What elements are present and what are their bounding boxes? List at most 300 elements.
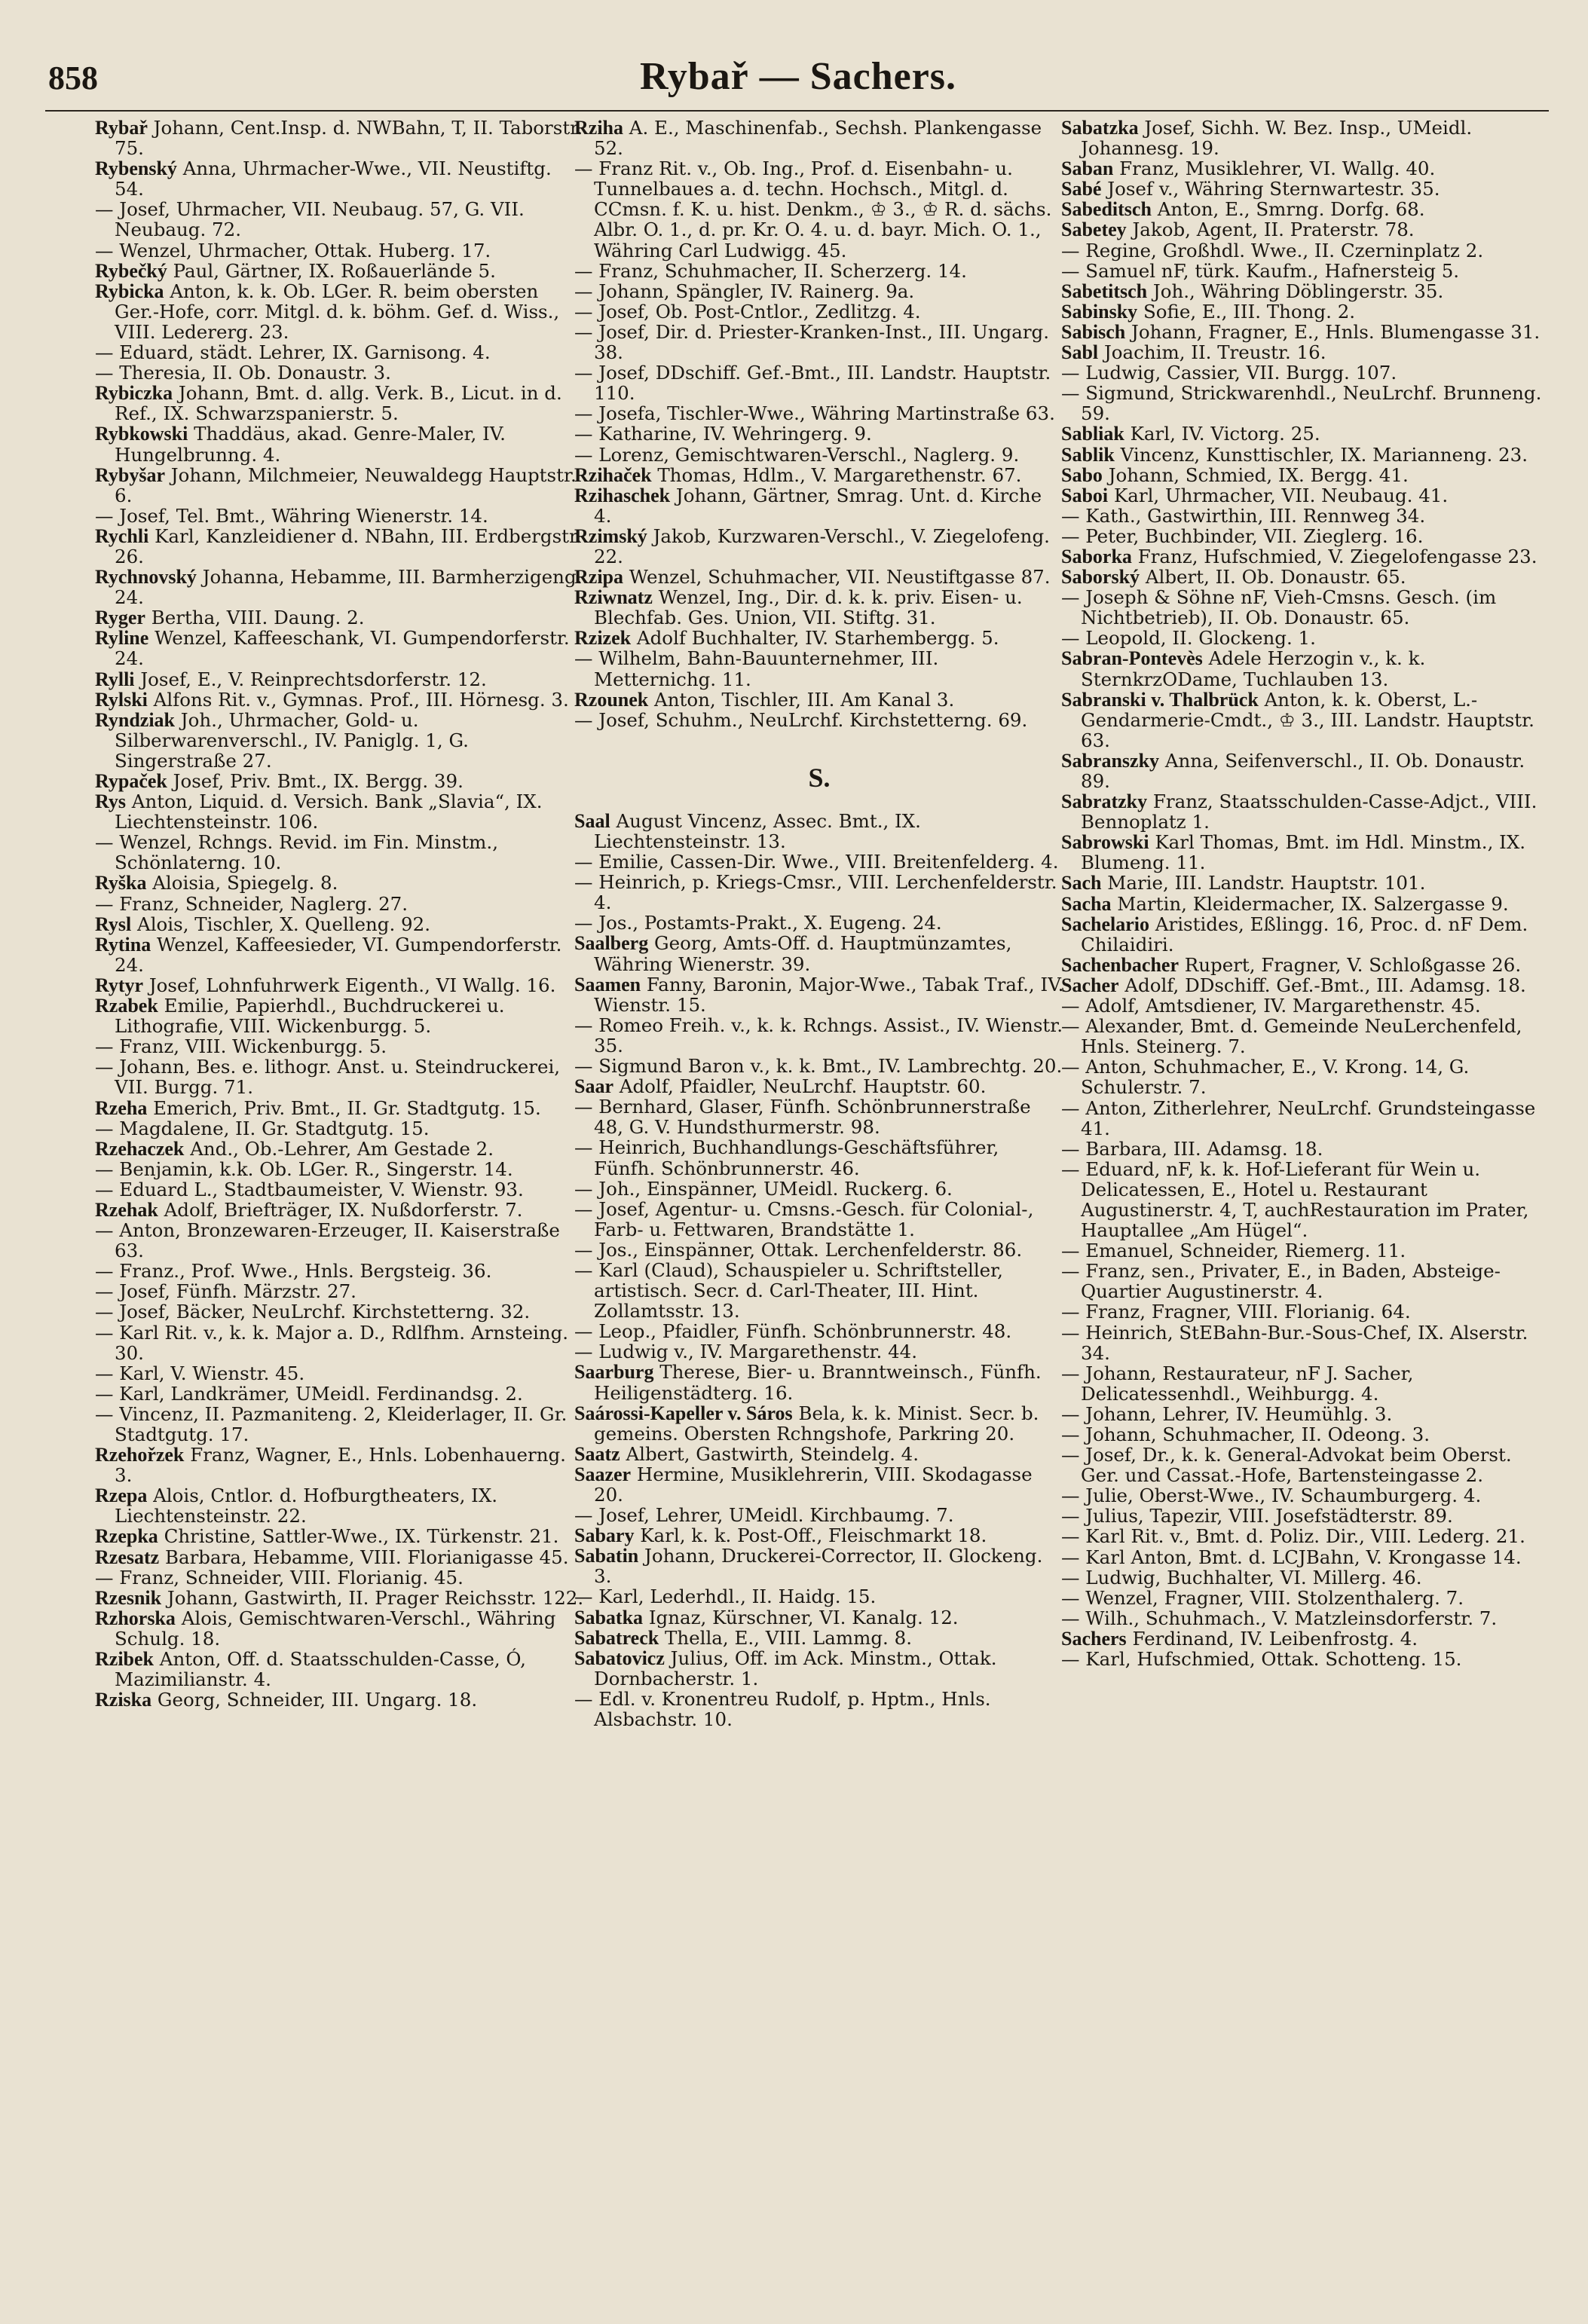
directory-entry: [95, 914, 585, 934]
directory-entry: [95, 261, 585, 281]
directory-entry: [574, 1464, 1064, 1505]
directory-entry: [1061, 1485, 1551, 1506]
entry-surname: Rylli: [95, 668, 135, 690]
directory-entry: [574, 1056, 1064, 1076]
entry-details: — Josefa, Tischler-Wwe., Währing Martinstraße 63.: [574, 402, 1055, 425]
directory-entry: [1061, 240, 1551, 261]
entry-details: Adolf, DDschiff. Gef.-Bmt., III. Adamsg. 18.: [1118, 974, 1526, 996]
directory-entry: [574, 690, 1064, 710]
entry-details: — Benjamin, k.k. Ob. LGer. R., Singerstr. 14.: [95, 1157, 513, 1180]
entry-details: Jakob, Kurzwaren-Verschl., V. Ziegelofeng. 22.: [594, 524, 1050, 567]
directory-entry: [95, 669, 585, 690]
directory-entry: [95, 628, 585, 668]
entry-details: Johann, Gastwirth, II. Prager Reichsstr. 122.: [161, 1586, 584, 1609]
entry-details: — Wilhelm, Bahn-Bauunternehmer, III. Metternichg. 11.: [574, 647, 939, 690]
entry-surname: Rzizek: [574, 627, 632, 650]
entry-surname: Sabatreck: [574, 1626, 659, 1649]
page-number: 858: [48, 60, 98, 96]
directory-entry: [574, 710, 1064, 730]
entry-surname: Sabé: [1061, 178, 1102, 200]
entry-surname: Sachenbacher: [1061, 953, 1179, 976]
entry-details: — Franz Rit. v., Ob. Ing., Prof. d. Eisenbahn- u. Tunnelbaues a. d. techn. Hochsch., Mitgl. d. CCmsn. f. K. u. hist. Denkm., ♔ 3., ♔ R. d. sächs. Albr. O. 1., d. pr. Kr. O. 4. u. d. bayr. Mich. O. 1., Währing Carl Ludwigg. 45.: [574, 157, 1052, 261]
directory-entry: [574, 1525, 1064, 1546]
entry-surname: Rylski: [95, 688, 148, 711]
entry-details: — Joh., Einspänner, UMeidl. Ruckerg. 6.: [574, 1177, 953, 1200]
directory-entry: [1061, 587, 1551, 628]
entry-details: Johann, Gärtner, Smrag. Unt. d. Kirche 4.: [594, 484, 1042, 527]
entry-details: Christine, Sattler-Wwe., IX. Türkenstr. 21.: [158, 1525, 559, 1548]
directory-entry: [574, 322, 1064, 362]
page-header: [48, 54, 1548, 115]
entry-details: — Karl Rit. v., k. k. Major a. D., Rdlfhm. Arnsteing. 30.: [95, 1321, 569, 1364]
directory-entry: [1061, 362, 1551, 383]
directory-entry: [574, 485, 1064, 526]
directory-entry: [95, 1261, 585, 1281]
directory-entry: [574, 1260, 1064, 1321]
directory-entry: [95, 934, 585, 975]
entry-details: Wenzel, Kaffeesieder, VI. Gumpendorferstr. 24.: [115, 933, 562, 976]
directory-entry: [1061, 158, 1551, 179]
entry-details: — Adolf, Amtsdiener, IV. Margarethenstr. 45.: [1061, 995, 1481, 1017]
directory-entry: [95, 1179, 585, 1200]
entry-details: Emerich, Priv. Bmt., II. Gr. Stadtgutg. 15.: [147, 1096, 541, 1119]
entry-details: Alois, Tischler, X. Quelleng. 92.: [131, 913, 431, 935]
entry-details: Georg, Schneider, III. Ungarg. 18.: [151, 1689, 478, 1711]
entry-surname: Rzeha: [95, 1096, 148, 1119]
entry-details: Josef, Priv. Bmt., IX. Bergg. 39.: [167, 770, 464, 792]
entry-surname: Sabisch: [1061, 320, 1126, 343]
directory-entry: [95, 118, 585, 158]
directory-entry: [95, 710, 585, 771]
entry-details: — Franz, sen., Privater, E., in Baden, Absteige-Quartier Augustinerstr. 4.: [1061, 1260, 1501, 1303]
entry-surname: Rzehak: [95, 1198, 158, 1221]
directory-entry: [95, 158, 585, 199]
entry-details: — Sigmund Baron v., k. k. Bmt., IV. Lambrechtg. 20.: [574, 1055, 1063, 1078]
directory-entry: [95, 690, 585, 710]
entry-surname: Sablik: [1061, 443, 1115, 466]
entry-details: — Karl, V. Wienstr. 45.: [95, 1362, 305, 1384]
directory-entry: [95, 1689, 585, 1710]
entry-details: Johann, Milchmeier, Neuwaldegg Hauptstr. 6.: [115, 463, 577, 506]
directory-entry: [1061, 301, 1551, 322]
entry-details: — Ludwig v., IV. Margarethenstr. 44.: [574, 1341, 918, 1363]
entry-details: — Franz., Prof. Wwe., Hnls. Bergsteig. 36.: [95, 1260, 492, 1283]
entry-details: — Heinrich, StEBahn-Bur.-Sous-Chef, IX. Alserstr. 34.: [1061, 1321, 1528, 1364]
entry-details: — Franz, Schuhmacher, II. Scherzerg. 14.: [574, 259, 967, 282]
entry-details: — Wenzel, Rchngs. Revid. im Fin. Minstm., Schönlaterng. 10.: [95, 831, 498, 874]
entry-details: Thomas, Hdlm., V. Margarethenstr. 67.: [651, 463, 1022, 486]
directory-entry: [574, 1096, 1064, 1137]
directory-entry: [1061, 1301, 1551, 1322]
directory-entry: [1061, 1057, 1551, 1097]
entry-details: Paul, Gärtner, IX. Roßauerlände 5.: [167, 259, 496, 282]
entry-details: Bertha, VIII. Daung. 2.: [145, 607, 365, 629]
directory-entry: [574, 628, 1064, 648]
directory-entry: [95, 1139, 585, 1159]
entry-details: Anton, k. k. Ob. LGer. R. beim obersten Ger.-Hofe, corr. Mitgl. d. k. böhm. Gef. d. Wiss., VIII. Ledererg. 23.: [115, 280, 560, 343]
entry-details: Johann, Bmt. d. allg. Verk. B., Licut. in d. Ref., IX. Schwarzspanierstr. 5.: [115, 382, 562, 425]
entry-surname: Sabeditsch: [1061, 198, 1152, 221]
directory-entry: [574, 1505, 1064, 1525]
entry-details: — Karl Anton, Bmt. d. LCJBahn, V. Krongasse 14.: [1061, 1546, 1522, 1568]
directory-entry: [95, 1588, 585, 1608]
entry-details: Karl Thomas, Bmt. im Hdl. Minstm., IX. Blumeng. 11.: [1081, 831, 1526, 874]
directory-entry: [574, 1015, 1064, 1056]
directory-entry: [574, 933, 1064, 974]
entry-details: Wenzel, Ing., Dir. d. k. k. priv. Eisen- u. Blechfab. Ges. Union, VII. Stiftg. 31.: [594, 586, 1023, 629]
entry-surname: Rzihaček: [574, 463, 652, 486]
entry-details: — Emilie, Cassen-Dir. Wwe., VIII. Breitenfelderg. 4.: [574, 851, 1059, 873]
directory-entry: [95, 791, 585, 832]
entry-surname: Saamen: [574, 973, 641, 995]
entry-details: — Josef, Agentur- u. Cmsns.-Gesch. für Colonial-, Farb- u. Fettwaren, Brandstätte 1.: [574, 1197, 1034, 1240]
directory-entry: [1061, 955, 1551, 975]
entry-details: Karl, k. k. Post-Off., Fleischmarkt 18.: [634, 1524, 987, 1547]
entry-surname: Sabran-Pontevès: [1061, 647, 1203, 670]
directory-entry: [574, 281, 1064, 301]
entry-details: Ferdinand, IV. Leibenfrostg. 4.: [1126, 1627, 1418, 1650]
directory-entry: [95, 1567, 585, 1588]
entry-details: — Josef, Dr., k. k. General-Advokat beim Oberst. Ger. und Cassat.-Hofe, Bartensteingasse 2.: [1061, 1444, 1512, 1487]
entry-details: Emilie, Papierhdl., Buchdruckerei u. Lithografie, VIII. Wickenburgg. 5.: [115, 995, 505, 1038]
directory-entry: [1061, 1526, 1551, 1546]
directory-entry: [1061, 1404, 1551, 1424]
entry-details: Ignaz, Kürschner, VI. Kanalg. 12.: [643, 1606, 959, 1628]
entry-surname: Ryger: [95, 607, 145, 629]
directory-entry: [95, 832, 585, 873]
column-3: [1061, 118, 1551, 1669]
entry-details: — Eduard, nF, k. k. Hof-Lieferant für Wein u. Delicatessen, E., Hotel u. Restaurant Augustinerstr. 4, T, auchRestauration im Prater, Hauptallee „Am Hügel“.: [1061, 1157, 1529, 1242]
directory-entry: [574, 1689, 1064, 1729]
directory-entry: [95, 1384, 585, 1404]
entry-surname: Saal: [574, 809, 610, 832]
entry-details: — Jos., Einspänner, Ottak. Lerchenfelderstr. 86.: [574, 1238, 1023, 1261]
entry-details: — Anton, Zitherlehrer, NeuLrchf. Grundsteingasse 41.: [1061, 1096, 1536, 1139]
directory-entry: [95, 1118, 585, 1139]
directory-entry: [1061, 281, 1551, 301]
entry-surname: Sabatovicz: [574, 1647, 665, 1669]
entry-details: Aristides, Eßlingg. 16, Proc. d. nF Dem. Chilaidiri.: [1081, 913, 1528, 956]
entry-surname: Rzimský: [574, 524, 647, 547]
directory-entry: [1061, 219, 1551, 240]
directory-entry: [1061, 995, 1551, 1016]
directory-entry: [95, 995, 585, 1036]
directory-entry: [95, 342, 585, 362]
entry-details: Adolf Buchhalter, IV. Starhembergg. 5.: [631, 627, 999, 650]
entry-details: Joachim, II. Treustr. 16.: [1098, 341, 1326, 364]
directory-entry: [574, 1648, 1064, 1689]
entry-details: — Josef, Lehrer, UMeidl. Kirchbaumg. 7.: [574, 1504, 954, 1527]
entry-details: Hermine, Musiklehrerin, VIII. Skodagasse 20.: [594, 1463, 1033, 1506]
directory-entry: [95, 1281, 585, 1301]
directory-entry: [1061, 342, 1551, 362]
directory-entry: [1061, 791, 1551, 832]
entry-surname: Sabratzky: [1061, 790, 1148, 813]
entry-surname: Saárossi-Kapeller v. Sáros: [574, 1402, 793, 1424]
entry-surname: Rzabek: [95, 995, 158, 1017]
directory-entry: [95, 1485, 585, 1526]
directory-entry: [574, 362, 1064, 403]
entry-details: Franz, Musiklehrer, VI. Wallg. 40.: [1113, 157, 1436, 180]
entry-details: — Julie, Oberst-Wwe., IV. Schaumburgerg. 4.: [1061, 1485, 1482, 1507]
directory-entry: [95, 1220, 585, 1261]
entry-details: — Emanuel, Schneider, Riemerg. 11.: [1061, 1240, 1406, 1262]
entry-surname: Rybiczka: [95, 382, 173, 405]
directory-entry: [95, 240, 585, 261]
entry-surname: Rys: [95, 790, 126, 813]
entry-surname: Sabetey: [1061, 219, 1127, 241]
entry-details: — Eduard L., Stadtbaumeister, V. Wienstr. 93.: [95, 1178, 524, 1200]
directory-entry: [574, 465, 1064, 485]
directory-entry: [1061, 383, 1551, 424]
entry-surname: Sabary: [574, 1524, 635, 1547]
directory-entry: [95, 1323, 585, 1363]
entry-details: — Heinrich, Buchhandlungs-Geschäftsführer, Fünfh. Schönbrunnerstr. 46.: [574, 1136, 999, 1179]
entry-surname: Rzounek: [574, 688, 649, 711]
directory-entry: [574, 1179, 1064, 1199]
entry-details: Martin, Kleidermacher, IX. Salzergasse 9.: [1111, 892, 1509, 915]
directory-entry: [95, 567, 585, 607]
directory-entry: [1061, 751, 1551, 791]
entry-details: Franz, Staatsschulden-Casse-Adjct., VIII. Bennoplatz 1.: [1081, 790, 1538, 833]
entry-details: Johann, Fragner, E., Hnls. Blumengasse 31.: [1125, 320, 1541, 343]
entry-surname: Saatz: [574, 1442, 620, 1465]
running-head: Rybař — Sachers.: [639, 55, 957, 98]
entry-details: — Johann, Restaurateur, nF J. Sacher, Delicatessenhdl., Weihburgg. 4.: [1061, 1362, 1414, 1405]
directory-entry: [574, 1240, 1064, 1260]
entry-details: — Anton, Schuhmacher, E., V. Krong. 14, G. Schulerstr. 7.: [1061, 1056, 1470, 1099]
entry-details: Thaddäus, akad. Genre-Maler, IV. Hungelbrunng. 4.: [115, 423, 506, 466]
entry-surname: Rybenský: [95, 157, 177, 180]
entry-details: Anton, E., Smrng. Dorfg. 68.: [1151, 198, 1425, 221]
directory-entry: [1061, 526, 1551, 546]
entry-details: Joh., Währing Döblingerstr. 35.: [1147, 280, 1444, 302]
entry-surname: Sabatka: [574, 1606, 644, 1628]
directory-entry: [574, 1076, 1064, 1096]
directory-entry: [1061, 465, 1551, 485]
entry-details: Anton, Off. d. Staatsschulden-Casse, Ó, Mazimilianstr. 4.: [115, 1648, 526, 1691]
directory-entry: [1061, 873, 1551, 893]
entry-surname: Sabinsky: [1061, 300, 1138, 323]
entry-details: Franz, Hufschmied, V. Ziegelofengasse 23.: [1131, 545, 1538, 567]
entry-surname: Saazer: [574, 1463, 632, 1485]
directory-entry: [1061, 506, 1551, 526]
directory-entry: [95, 1547, 585, 1567]
entry-details: Bela, k. k. Minist. Secr. b. gemeins. Obersten Rchngshofe, Parkring 20.: [594, 1402, 1039, 1445]
directory-entry: [574, 1362, 1064, 1402]
entry-details: — Sigmund, Strickwarenhdl., NeuLrchf. Brunneng. 59.: [1061, 382, 1542, 425]
directory-entry: [574, 1321, 1064, 1341]
entry-details: Wenzel, Schuhmacher, VII. Neustiftgasse 87.: [623, 566, 1051, 589]
entry-surname: Rzibek: [95, 1648, 154, 1671]
entry-details: — Josef, DDschiff. Gef.-Bmt., III. Landstr. Hauptstr. 110.: [574, 362, 1051, 405]
directory-entry: [1061, 261, 1551, 281]
directory-entry: [95, 873, 585, 893]
entry-details: — Josef, Tel. Bmt., Währing Wienerstr. 14.: [95, 504, 488, 527]
entry-details: Fanny, Baronin, Major-Wwe., Tabak Traf., IV. Wienstr. 15.: [594, 973, 1064, 1016]
directory-entry: [1061, 894, 1551, 914]
entry-details: Anton, Tischler, III. Am Kanal 3.: [648, 688, 955, 711]
entry-details: Thella, E., VIII. Lammg. 8.: [659, 1626, 912, 1649]
directory-entry: [1061, 1588, 1551, 1608]
entry-surname: Saban: [1061, 157, 1114, 180]
directory-entry: [574, 1137, 1064, 1178]
entry-surname: Rzepa: [95, 1485, 148, 1507]
directory-entry: [95, 424, 585, 464]
directory-entry: [95, 362, 585, 383]
entry-details: Karl, Kanzleidiener d. NBahn, III. Erdbergstr. 26.: [115, 524, 582, 567]
directory-entry: [95, 771, 585, 791]
directory-entry: [1061, 1506, 1551, 1526]
directory-entry: [1061, 567, 1551, 587]
entry-surname: Sabatzka: [1061, 117, 1139, 139]
directory-entry: [1061, 690, 1551, 751]
directory-entry: [95, 465, 585, 506]
entry-details: Karl, Uhrmacher, VII. Neubaug. 41.: [1108, 484, 1449, 506]
entry-details: Karl, IV. Victorg. 25.: [1124, 423, 1320, 445]
entry-details: — Karl, Landkrämer, UMeidl. Ferdinandsg. 2.: [95, 1382, 523, 1405]
directory-entry: [1061, 1567, 1551, 1588]
entry-surname: Rzepka: [95, 1525, 158, 1548]
directory-entry: [1061, 1240, 1551, 1261]
directory-entry: [574, 852, 1064, 872]
directory-entry: [574, 158, 1064, 260]
directory-entry: [574, 1607, 1064, 1628]
entry-details: Johann, Druckerei-Corrector, II. Glockeng. 3.: [594, 1545, 1043, 1588]
entry-details: Joh., Uhrmacher, Gold- u. Silberwarenverschl., IV. Paniglg. 1, G. Singerstraße 27.: [115, 708, 469, 772]
entry-details: Julius, Off. im Ack. Minstm., Ottak. Dornbacherstr. 1.: [594, 1647, 997, 1689]
entry-details: — Karl, Hufschmied, Ottak. Schotteng. 15.: [1061, 1648, 1462, 1671]
entry-details: — Magdalene, II. Gr. Stadtgutg. 15.: [95, 1117, 430, 1139]
entry-surname: Rybyšar: [95, 463, 165, 486]
directory-entry: [95, 1159, 585, 1179]
entry-surname: Sacher: [1061, 974, 1119, 996]
entry-surname: Saborský: [1061, 566, 1140, 589]
directory-entry: [574, 974, 1064, 1015]
directory-entry: [95, 1404, 585, 1445]
directory-entry: [1061, 424, 1551, 444]
entry-surname: Rytina: [95, 933, 151, 956]
entry-surname: Sabetitsch: [1061, 280, 1148, 302]
entry-details: — Alexander, Bmt. d. Gemeinde NeuLerchenfeld, Hnls. Steinerg. 7.: [1061, 1015, 1522, 1058]
column-1: [95, 118, 585, 1710]
entry-details: — Josef, Schuhm., NeuLrchf. Kirchstetterng. 69.: [574, 708, 1028, 731]
directory-entry: [95, 1098, 585, 1118]
entry-surname: Ryška: [95, 872, 147, 894]
directory-entry: [95, 1301, 585, 1322]
directory-entry: [574, 1341, 1064, 1362]
entry-details: — Julius, Tapezir, VIII. Josefstädterstr. 89.: [1061, 1505, 1453, 1527]
entry-surname: Rybkowski: [95, 423, 188, 445]
entry-details: — Josef, Fünfh. Märzstr. 27.: [95, 1280, 356, 1303]
entry-surname: Sabatin: [574, 1545, 639, 1567]
entry-details: Anton, k. k. Oberst, L.-Gendarmerie-Cmdt., ♔ 3., III. Landstr. Hauptstr. 63.: [1081, 688, 1534, 751]
directory-entry: [574, 1403, 1064, 1444]
entry-details: — Franz, Schneider, VIII. Florianig. 45.: [95, 1566, 464, 1589]
entry-details: Albert, II. Ob. Donaustr. 65.: [1140, 566, 1406, 589]
entry-details: — Johann, Schuhmacher, II. Odeong. 3.: [1061, 1423, 1430, 1445]
directory-entry: [1061, 1649, 1551, 1669]
entry-surname: Sach: [1061, 872, 1102, 894]
directory-entry: [1061, 1261, 1551, 1301]
entry-surname: Sacha: [1061, 892, 1112, 915]
entry-details: Therese, Bier- u. Branntweinsch., Fünfh. Heiligenstädterg. 16.: [594, 1361, 1042, 1404]
directory-entry: [574, 118, 1064, 158]
entry-details: — Eduard, städt. Lehrer, IX. Garnisong. 4.: [95, 341, 491, 364]
entry-details: Vincenz, Kunsttischler, IX. Marianneng. 23.: [1114, 443, 1528, 466]
entry-surname: Rybečký: [95, 259, 167, 282]
entry-details: — Peter, Buchbinder, VII. Zieglerg. 16.: [1061, 524, 1424, 547]
directory-entry: [574, 1628, 1064, 1648]
entry-details: — Josef, Dir. d. Priester-Kranken-Inst., III. Ungarg. 38.: [574, 320, 1050, 364]
entry-surname: Sabliak: [1061, 423, 1124, 445]
entry-details: — Anton, Bronzewaren-Erzeuger, II. Kaiserstraße 63.: [95, 1219, 560, 1262]
directory-entry: [574, 811, 1064, 852]
entry-details: — Wenzel, Uhrmacher, Ottak. Huberg. 17.: [95, 239, 491, 261]
entry-surname: Sabranski v. Thalbrück: [1061, 688, 1259, 711]
directory-entry: [1061, 648, 1551, 689]
directory-entry: [95, 199, 585, 240]
entry-details: — Bernhard, Glaser, Fünfh. Schönbrunnerstraße 48, G. V. Hundsthurmerstr. 98.: [574, 1096, 1031, 1139]
directory-entry: [574, 424, 1064, 444]
entry-surname: Saborka: [1061, 545, 1132, 567]
entry-details: Anna, Uhrmacher-Wwe., VII. Neustiftg. 54.: [115, 157, 552, 200]
entry-details: — Franz, Schneider, Naglerg. 27.: [95, 892, 408, 915]
entry-details: Georg, Amts-Off. d. Hauptmünzamtes, Währing Wienerstr. 39.: [594, 932, 1012, 975]
entry-surname: Rysl: [95, 913, 132, 935]
entry-details: — Leopold, II. Glockeng. 1.: [1061, 627, 1316, 650]
directory-entry: [1061, 1547, 1551, 1567]
directory-entry: [95, 1445, 585, 1485]
directory-entry: [95, 975, 585, 995]
entry-surname: Rziska: [95, 1689, 152, 1711]
entry-surname: Sabl: [1061, 341, 1099, 364]
entry-details: — Johann, Spängler, IV. Rainerg. 9a.: [574, 280, 915, 302]
directory-entry: [95, 1649, 585, 1689]
directory-entry: [1061, 1445, 1551, 1485]
entry-details: — Romeo Freih. v., k. k. Rchngs. Assist., IV. Wienstr. 35.: [574, 1014, 1063, 1057]
entry-surname: Rziwnatz: [574, 586, 653, 609]
entry-surname: Rzesatz: [95, 1546, 160, 1568]
directory-entry: [574, 913, 1064, 933]
entry-details: — Franz, VIII. Wickenburgg. 5.: [95, 1035, 387, 1058]
entry-details: — Franz, Fragner, VIII. Florianig. 64.: [1061, 1301, 1411, 1323]
directory-entry: [95, 1036, 585, 1057]
entry-details: — Kath., Gastwirthin, III. Rennweg 34.: [1061, 504, 1426, 527]
entry-surname: Saarburg: [574, 1361, 654, 1384]
directory-entry: [1061, 1139, 1551, 1159]
entry-surname: Rypaček: [95, 770, 167, 792]
directory-entry: [1061, 322, 1551, 342]
directory-entry: [95, 383, 585, 424]
directory-entry: [574, 1444, 1064, 1464]
entry-surname: Rybicka: [95, 280, 164, 302]
entry-details: Albert, Gastwirth, Steindelg. 4.: [620, 1442, 919, 1465]
entry-details: — Barbara, III. Adamsg. 18.: [1061, 1137, 1323, 1160]
entry-details: — Johann, Bes. e. lithogr. Anst. u. Steindruckerei, VII. Burgg. 71.: [95, 1056, 561, 1099]
entry-details: — Karl Rit. v., Bmt. d. Poliz. Dir., VIII. Lederg. 21.: [1061, 1525, 1525, 1548]
entry-surname: Rytyr: [95, 974, 144, 996]
entry-details: — Theresia, II. Ob. Donaustr. 3.: [95, 362, 391, 384]
entry-surname: Rzesnik: [95, 1586, 162, 1609]
directory-entry: [1061, 1016, 1551, 1057]
entry-details: — Josef, Uhrmacher, VII. Neubaug. 57, G. VII. Neubaug. 72.: [95, 198, 525, 241]
directory-entry: [1061, 179, 1551, 199]
entry-surname: Sachelario: [1061, 913, 1149, 935]
entry-details: — Johann, Lehrer, IV. Heumühlg. 3.: [1061, 1402, 1393, 1425]
directory-entry: [1061, 1098, 1551, 1139]
entry-surname: Saalberg: [574, 932, 649, 955]
